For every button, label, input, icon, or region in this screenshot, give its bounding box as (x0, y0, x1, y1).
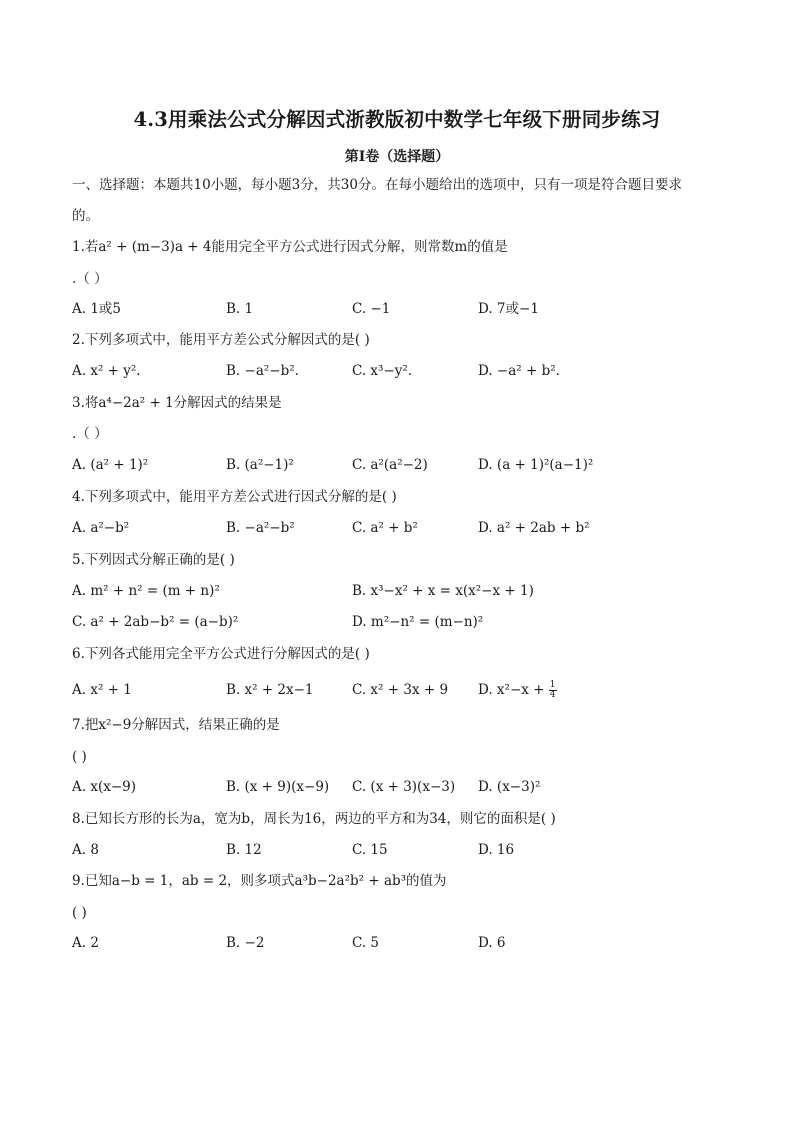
question-9-option-a: A. 2 (72, 935, 99, 951)
fraction-denominator: 4 (549, 690, 556, 700)
question-3-option-d: D. (a + 1)²(a−1)² (478, 457, 594, 473)
question-7-stem: 7.把x²−9分解因式，结果正确的是 (72, 717, 280, 733)
question-1-option-b: B. 1 (226, 301, 254, 317)
fraction-one-quarter (549, 681, 557, 700)
section-intro-line-1: 一、选择题：本题共10小题，每小题3分，共30分。在每小题给出的选项中，只有一项是符合题目要求 (72, 177, 682, 193)
question-7-bracket: ( ) (72, 749, 87, 765)
question-6-option-b: B. x² + 2x−1 (226, 682, 314, 698)
question-9-option-c: C. 5 (352, 935, 380, 951)
fraction-numerator: 1 (549, 680, 556, 690)
question-2-stem: 2.下列多项式中，能用平方差公式分解因式的是( ) (72, 332, 370, 348)
question-2-option-a: A. x² + y². (72, 363, 141, 379)
question-1-option-a: A. 1或5 (72, 301, 122, 317)
question-1-option-d: D. 7或−1 (478, 301, 539, 317)
question-3-option-a: A. (a² + 1)² (72, 457, 149, 473)
question-9-bracket: ( ) (72, 905, 87, 921)
question-7-option-c: C. (x + 3)(x−3) (352, 779, 456, 795)
question-8-stem: 8.已知长方形的长为a，宽为b，周长为16，两边的平方和为34，则它的面积是( ) (72, 811, 556, 827)
question-6-option-c: C. x² + 3x + 9 (352, 682, 449, 698)
question-6-stem: 6.下列各式能用完全平方公式进行分解因式的是( ) (72, 646, 370, 662)
question-8-option-a: A. 8 (72, 842, 99, 858)
question-5-option-b: B. x³−x² + x = x(x²−x + 1) (352, 583, 534, 599)
page-title: 4.3用乘法公式分解因式浙教版初中数学七年级下册同步练习 (133, 108, 661, 131)
question-7-option-d: D. (x−3)² (478, 779, 541, 795)
question-9-option-b: B. −2 (226, 935, 265, 951)
question-2-option-b: B. −a²−b². (226, 363, 299, 379)
question-6-option-d (478, 681, 557, 700)
question-1-bracket: .（ ） (72, 271, 108, 287)
question-9-stem: 9.已知a−b = 1，ab = 2，则多项式a³b−2a²b² + ab³的值为 (72, 873, 447, 889)
question-4-stem: 4.下列多项式中，能用平方差公式进行因式分解的是( ) (72, 489, 397, 505)
question-7-option-b: B. (x + 9)(x−9) (226, 779, 330, 795)
question-3-option-c: C. a²(a²−2) (352, 457, 428, 473)
question-7-option-a: A. x(x−9) (72, 779, 136, 795)
question-3-bracket: .（ ） (72, 426, 108, 442)
question-6-option-a: A. x² + 1 (72, 682, 132, 698)
question-3-stem: 3.将a⁴−2a² + 1分解因式的结果是 (72, 395, 282, 411)
question-1-option-c: C. −1 (352, 301, 391, 317)
question-5-stem: 5.下列因式分解正确的是( ) (72, 552, 235, 568)
question-2-option-d: D. −a² + b². (478, 363, 560, 379)
question-4-option-d: D. a² + 2ab + b² (478, 520, 590, 536)
question-5-option-d: D. m²−n² = (m−n)² (352, 614, 484, 630)
section-intro-line-2: 的。 (72, 208, 99, 224)
question-5-option-a: A. m² + n² = (m + n)² (72, 583, 220, 599)
question-8-option-d: D. 16 (478, 842, 515, 858)
question-9-option-d: D. 6 (478, 935, 506, 951)
question-6-option-d-text: D. x²−x + (478, 682, 549, 698)
question-4-option-b: B. −a²−b² (226, 520, 295, 536)
question-8-option-c: C. 15 (352, 842, 388, 858)
section-subtitle: 第I卷（选择题） (344, 149, 450, 165)
question-5-option-c: C. a² + 2ab−b² = (a−b)² (72, 614, 239, 630)
question-3-option-b: B. (a²−1)² (226, 457, 294, 473)
question-8-option-b: B. 12 (226, 842, 262, 858)
question-4-option-a: A. a²−b² (72, 520, 130, 536)
question-1-stem: 1.若a² + (m−3)a + 4能用完全平方公式进行因式分解，则常数m的值是 (72, 239, 508, 255)
question-2-option-c: C. x³−y². (352, 363, 413, 379)
question-4-option-c: C. a² + b² (352, 520, 418, 536)
